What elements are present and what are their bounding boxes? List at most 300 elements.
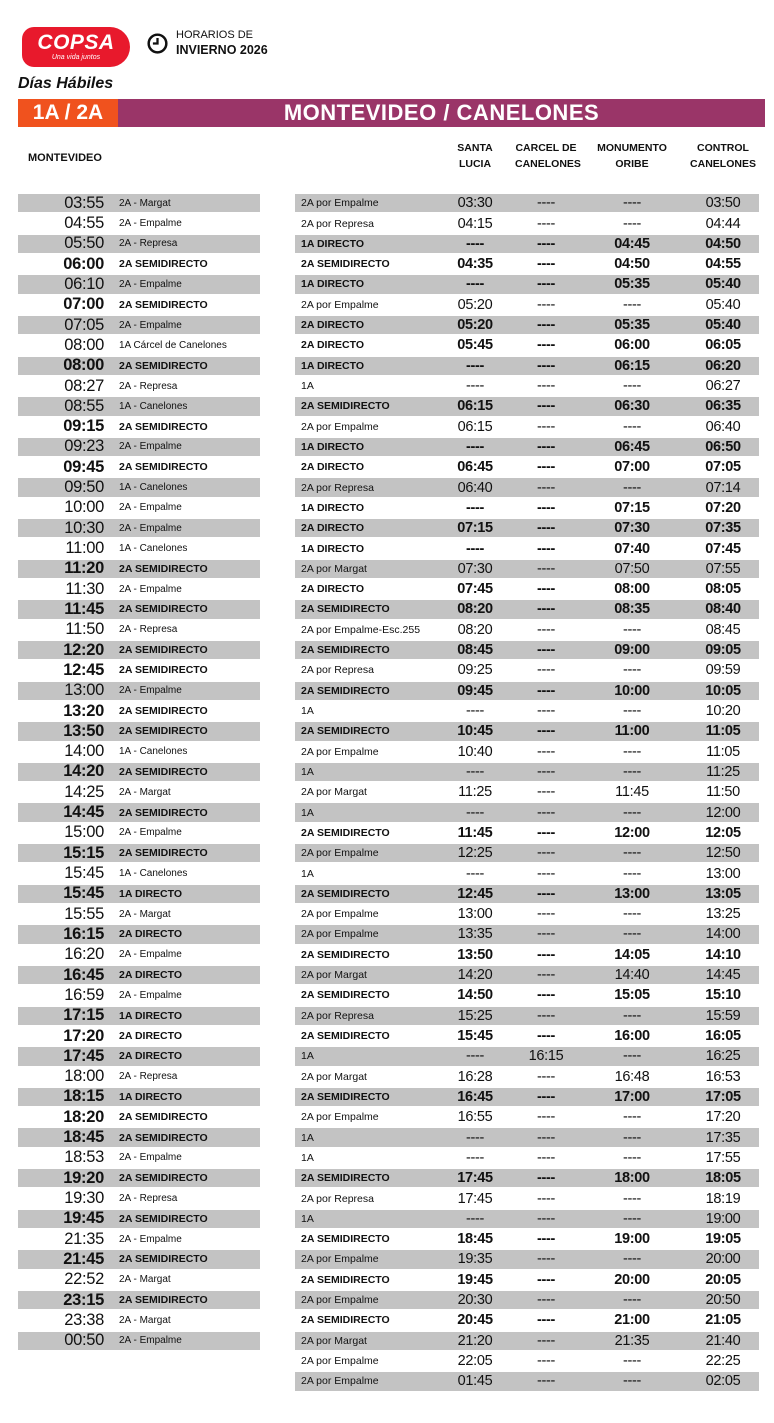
departure-time: 03:55 [64, 193, 104, 212]
arrival-route-label: 2A SEMIDIRECTO [301, 948, 390, 961]
control-time: 15:10 [705, 987, 741, 1004]
departure-row [18, 235, 260, 253]
departure-time: 14:00 [64, 742, 104, 761]
departure-row [18, 296, 260, 314]
departure-route-label: 2A SEMIDIRECTO [119, 705, 208, 717]
carcel-time: ---- [536, 438, 556, 455]
departure-route-label: 2A - Margat [119, 908, 171, 920]
departure-row [18, 417, 260, 435]
departure-time: 09:23 [64, 437, 104, 456]
departure-route-label: 2A - Empalme [119, 502, 182, 514]
carcel-time: ---- [536, 398, 556, 415]
monumento-time: 04:45 [614, 235, 650, 252]
arrival-row [295, 824, 759, 842]
santa-lucia-time: 13:00 [457, 906, 493, 923]
column-header-monumento: MONUMENTO ORIBE [597, 142, 667, 170]
control-time: 10:20 [705, 703, 741, 719]
departure-time: 21:35 [64, 1229, 104, 1248]
departure-row [18, 682, 260, 700]
arrival-row [295, 1169, 759, 1187]
departure-row [18, 722, 260, 740]
arrival-route-label: 2A por Empalme [301, 908, 379, 921]
departure-row [18, 336, 260, 354]
santa-lucia-time: ---- [465, 499, 485, 516]
santa-lucia-time: 05:20 [457, 296, 493, 313]
departure-time: 15:15 [63, 843, 104, 862]
control-time: 13:00 [705, 865, 741, 882]
santa-lucia-time: 13:50 [457, 946, 493, 963]
departure-row [18, 438, 260, 456]
arrival-route-label: 2A DIRECTO [301, 319, 365, 332]
monumento-time: ---- [622, 1373, 642, 1390]
departure-route-label: 2A DIRECTO [119, 969, 183, 982]
monumento-time: 20:00 [614, 1271, 650, 1288]
arrival-route-label: 2A por Margat [301, 1334, 367, 1347]
carcel-time: ---- [536, 256, 556, 273]
arrival-route-label: 2A SEMIDIRECTO [301, 684, 390, 697]
arrival-route-label: 2A por Empalme [301, 1355, 379, 1367]
departure-route-label: 2A SEMIDIRECTO [119, 765, 208, 778]
copsa-logo [22, 27, 130, 67]
departure-row [18, 905, 260, 923]
arrival-row [295, 905, 759, 923]
monumento-time: ---- [622, 1292, 642, 1309]
arrival-route-label: 1A [301, 380, 314, 392]
departure-row [18, 641, 260, 659]
carcel-time: ---- [536, 621, 556, 638]
arrival-route-label: 1A [301, 867, 314, 880]
departure-route-label: 2A DIRECTO [119, 928, 183, 941]
arrival-route-label: 2A por Represa [301, 217, 374, 230]
carcel-time: ---- [536, 662, 556, 679]
departure-time: 13:50 [63, 721, 104, 740]
control-time: 16:05 [705, 1028, 741, 1044]
arrival-row [295, 1108, 759, 1126]
departure-time: 11:20 [64, 559, 104, 578]
departure-time: 15:55 [64, 904, 104, 923]
monumento-time: ---- [622, 926, 642, 943]
santa-lucia-time: ---- [465, 357, 485, 374]
departure-route-label: 2A - Margat [119, 786, 171, 798]
departure-time: 08:00 [64, 335, 104, 354]
arrival-row [295, 235, 759, 253]
departure-time: 22:52 [64, 1270, 104, 1289]
arrival-row [295, 682, 759, 700]
clock-icon [146, 32, 169, 55]
santa-lucia-time: ---- [465, 1048, 485, 1065]
carcel-time: ---- [536, 845, 556, 862]
arrival-row [295, 397, 759, 415]
arrival-route-label: 1A DIRECTO [301, 278, 365, 291]
carcel-time: ---- [536, 1312, 556, 1329]
departure-row [18, 499, 260, 517]
arrival-row [295, 641, 759, 659]
arrival-row [295, 844, 759, 862]
santa-lucia-time: 06:45 [457, 459, 493, 476]
monumento-time: ---- [622, 1129, 642, 1146]
carcel-time: ---- [536, 723, 556, 740]
departure-route-label: 1A - Canelones [119, 400, 188, 412]
arrival-route-label: 2A por Empalme [301, 745, 379, 758]
departure-row [18, 824, 260, 842]
carcel-time: ---- [536, 418, 556, 435]
carcel-time: ---- [536, 906, 556, 923]
departure-row [18, 1230, 260, 1248]
arrival-route-label: 2A SEMIDIRECTO [301, 1172, 390, 1185]
arrival-row [295, 803, 759, 821]
santa-lucia-time: ---- [465, 1149, 485, 1166]
departure-row [18, 1128, 260, 1146]
arrival-route-label: 2A DIRECTO [301, 522, 365, 535]
arrival-row [295, 1271, 759, 1289]
arrival-route-label: 2A DIRECTO [301, 583, 365, 596]
carcel-time: ---- [536, 926, 556, 943]
santa-lucia-time: 16:28 [457, 1068, 493, 1085]
santa-lucia-time: 19:35 [457, 1251, 493, 1268]
arrival-row [295, 458, 759, 476]
monumento-time: ---- [622, 378, 642, 394]
arrival-route-label: 2A por Margat [301, 969, 367, 982]
carcel-time: ---- [536, 540, 556, 557]
carcel-time: ---- [536, 784, 556, 801]
control-time: 16:53 [705, 1068, 741, 1085]
stop-column-headers [295, 141, 759, 173]
monumento-time: 06:30 [614, 398, 650, 415]
santa-lucia-time: 09:45 [457, 682, 493, 699]
monumento-time: ---- [622, 1190, 642, 1207]
departure-row [18, 661, 260, 679]
santa-lucia-time: 15:45 [457, 1028, 493, 1044]
arrival-route-label: 2A por Margat [301, 786, 367, 799]
arrival-route-label: 1A DIRECTO [301, 542, 365, 555]
arrival-route-label: 2A SEMIDIRECTO [301, 826, 390, 839]
arrival-route-label: 2A por Empalme [301, 298, 379, 311]
route-badge: 1A / 2A [18, 99, 118, 127]
control-time: 06:27 [705, 378, 741, 394]
departure-row [18, 600, 260, 618]
monumento-time: 07:15 [614, 499, 650, 516]
departure-row [18, 702, 260, 720]
control-time: 06:20 [705, 357, 741, 374]
control-time: 17:20 [705, 1109, 741, 1126]
monumento-time: 06:15 [614, 357, 650, 374]
departure-time: 09:15 [63, 417, 104, 436]
departure-route-label: 1A DIRECTO [119, 887, 183, 900]
arrival-row [295, 925, 759, 943]
departure-route-label: 2A SEMIDIRECTO [119, 461, 208, 474]
control-time: 06:50 [705, 438, 741, 455]
monumento-time: 14:40 [614, 967, 650, 984]
arrival-route-label: 2A por Empalme [301, 1111, 379, 1124]
control-time: 12:05 [705, 824, 741, 841]
santa-lucia-time: 14:50 [457, 987, 493, 1004]
arrival-row [295, 194, 759, 212]
control-time: 02:05 [705, 1373, 741, 1390]
departure-time: 15:00 [64, 823, 104, 842]
departure-route-label: 2A SEMIDIRECTO [119, 1212, 208, 1225]
arrival-row [295, 600, 759, 618]
arrival-route-label: 2A por Empalme-Esc.255 [301, 623, 421, 636]
departure-row [18, 844, 260, 862]
departure-row [18, 885, 260, 903]
control-time: 04:50 [705, 235, 741, 252]
control-time: 16:25 [705, 1048, 741, 1065]
arrival-row [295, 986, 759, 1004]
monumento-time: ---- [622, 479, 642, 496]
departure-time: 11:50 [65, 620, 104, 639]
carcel-time: ---- [536, 1251, 556, 1268]
santa-lucia-time: ---- [465, 1210, 485, 1227]
logo-tagline: Una vida juntos [51, 54, 101, 61]
departure-row [18, 539, 260, 557]
carcel-time: ---- [536, 743, 556, 760]
banner-title: MONTEVIDEO / CANELONES [118, 99, 765, 127]
control-time: 21:05 [705, 1312, 741, 1329]
santa-lucia-time: ---- [465, 438, 485, 455]
departure-route-label: 2A - Margat [119, 197, 171, 209]
monumento-time: 08:00 [614, 581, 650, 598]
arrival-row [295, 661, 759, 679]
departure-route-label: 2A DIRECTO [119, 1030, 183, 1042]
monumento-time: ---- [622, 1210, 642, 1227]
santa-lucia-time: 10:40 [457, 743, 493, 760]
monumento-time: ---- [622, 662, 642, 679]
santa-lucia-time: 11:25 [458, 784, 492, 801]
carcel-time: ---- [536, 1373, 556, 1390]
control-time: 10:05 [705, 682, 741, 699]
departure-route-label: 2A - Empalme [119, 949, 182, 961]
departure-route-label: 2A SEMIDIRECTO [119, 562, 208, 575]
santa-lucia-time: 05:45 [457, 337, 493, 354]
departure-time: 19:30 [64, 1189, 104, 1208]
arrival-route-label: 2A SEMIDIRECTO [301, 1314, 390, 1327]
departure-row [18, 742, 260, 760]
control-time: 08:40 [705, 601, 741, 618]
santa-lucia-time: 09:25 [457, 662, 493, 679]
departure-time: 11:45 [64, 599, 104, 618]
monumento-time: ---- [622, 906, 642, 923]
departure-time: 15:45 [63, 884, 104, 903]
departure-route-label: 2A SEMIDIRECTO [119, 1294, 208, 1307]
arrival-route-label: 2A por Represa [301, 1192, 374, 1205]
carcel-time: ---- [536, 195, 556, 212]
monumento-time: 05:35 [614, 276, 650, 293]
departure-row [18, 1108, 260, 1126]
logo-name: COPSA [37, 31, 115, 54]
arrival-route-label: 1A DIRECTO [301, 440, 365, 453]
control-time: 14:45 [705, 967, 741, 984]
departure-route-label: 2A SEMIDIRECTO [119, 1131, 208, 1144]
control-time: 09:59 [705, 662, 741, 679]
control-time: 08:45 [705, 621, 741, 638]
monumento-time: 06:45 [614, 438, 650, 455]
departure-route-label: 2A - Empalme [119, 583, 182, 595]
control-time: 14:00 [705, 926, 741, 943]
departure-time: 17:15 [63, 1006, 104, 1025]
monumento-time: 08:35 [614, 601, 650, 618]
arrival-row [295, 1250, 759, 1268]
carcel-time: 16:15 [528, 1048, 564, 1065]
santa-lucia-time: 19:45 [457, 1271, 493, 1288]
control-time: 11:05 [705, 723, 741, 740]
arrival-row [295, 1067, 759, 1085]
control-time: 11:25 [706, 763, 740, 780]
arrival-row [295, 885, 759, 903]
control-time: 21:40 [705, 1332, 741, 1349]
departure-row [18, 1271, 260, 1289]
departure-route-label: 2A SEMIDIRECTO [119, 806, 208, 819]
departure-route-label: 2A - Empalme [119, 1152, 182, 1164]
santa-lucia-time: ---- [465, 235, 485, 252]
departure-time: 23:15 [63, 1290, 104, 1309]
carcel-time: ---- [536, 601, 556, 618]
arrival-row [295, 864, 759, 882]
arrival-route-label: 2A por Represa [301, 481, 374, 494]
monumento-time: ---- [622, 195, 642, 212]
arrival-route-label: 1A [301, 765, 314, 778]
season-line2: INVIERNO 2026 [176, 42, 268, 57]
monumento-time: ---- [622, 215, 642, 232]
carcel-time: ---- [536, 885, 556, 902]
arrival-route-label: 1A [301, 1131, 314, 1144]
arrival-route-label: 2A SEMIDIRECTO [301, 258, 390, 271]
arrival-row [295, 722, 759, 740]
arrival-route-label: 2A DIRECTO [301, 339, 365, 352]
monumento-time: 21:00 [614, 1312, 650, 1329]
arrival-route-label: 2A por Empalme [301, 197, 379, 210]
carcel-time: ---- [536, 1007, 556, 1024]
control-time: 05:40 [705, 296, 741, 313]
carcel-time: ---- [536, 1353, 556, 1369]
arrival-route-label: 1A [301, 705, 314, 717]
carcel-time: ---- [536, 317, 556, 334]
arrival-row [295, 1007, 759, 1025]
departure-route-label: 1A - Canelones [119, 746, 188, 758]
control-time: 13:25 [705, 906, 741, 923]
departure-time: 23:38 [64, 1310, 104, 1329]
carcel-time: ---- [536, 459, 556, 476]
departure-time: 19:20 [63, 1168, 104, 1187]
departure-route-label: 2A - Represa [119, 1071, 178, 1083]
departure-row [18, 803, 260, 821]
santa-lucia-time: 08:45 [457, 642, 493, 659]
departure-time: 13:00 [64, 681, 104, 700]
arrival-route-label: 2A por Empalme [301, 1375, 379, 1388]
departure-row [18, 1149, 260, 1167]
carcel-time: ---- [536, 1210, 556, 1227]
monumento-time: ---- [622, 296, 642, 313]
departure-route-label: 1A DIRECTO [119, 1090, 183, 1103]
arrival-route-label: 2A DIRECTO [301, 461, 365, 474]
arrival-row [295, 560, 759, 578]
departure-route-label: 2A SEMIDIRECTO [119, 725, 208, 738]
control-time: 11:50 [706, 784, 740, 801]
departure-row [18, 1291, 260, 1309]
departure-route-label: 1A DIRECTO [119, 1009, 183, 1022]
carcel-time: ---- [536, 1109, 556, 1126]
departure-time: 17:20 [63, 1026, 104, 1045]
carcel-time: ---- [536, 1068, 556, 1085]
departure-time: 07:00 [63, 295, 104, 314]
departure-time: 08:27 [64, 376, 104, 395]
departure-route-label: 1A - Canelones [119, 868, 188, 879]
control-time: 17:55 [705, 1149, 741, 1166]
santa-lucia-time: 16:45 [457, 1088, 493, 1105]
santa-lucia-time: 06:40 [457, 479, 493, 496]
control-time: 19:00 [705, 1210, 741, 1227]
santa-lucia-time: 20:30 [457, 1292, 493, 1309]
departure-row [18, 275, 260, 293]
santa-lucia-time: 13:35 [457, 926, 493, 943]
arrival-route-label: 2A SEMIDIRECTO [301, 603, 390, 616]
departure-route-label: 2A SEMIDIRECTO [119, 603, 208, 616]
arrival-route-label: 1A [301, 806, 314, 819]
arrival-row [295, 539, 759, 557]
arrival-row [295, 275, 759, 293]
arrival-row [295, 336, 759, 354]
control-time: 14:10 [705, 946, 741, 963]
carcel-time: ---- [536, 581, 556, 598]
departure-time: 04:55 [64, 214, 104, 233]
control-time: 18:19 [705, 1190, 741, 1207]
departure-route-label: 2A - Empalme [119, 319, 182, 331]
control-time: 07:45 [705, 540, 741, 557]
departure-row [18, 478, 260, 496]
departure-route-label: 1A - Canelones [119, 482, 188, 494]
monumento-time: 12:00 [614, 824, 650, 841]
arrival-route-label: 2A por Empalme [301, 1253, 379, 1266]
santa-lucia-time: ---- [465, 276, 485, 293]
arrivals-table [295, 194, 759, 1392]
route-banner [18, 99, 765, 127]
santa-lucia-time: ---- [465, 540, 485, 557]
departure-time: 11:30 [65, 579, 104, 598]
carcel-time: ---- [536, 1129, 556, 1146]
carcel-time: ---- [536, 865, 556, 882]
santa-lucia-time: 12:45 [457, 885, 493, 902]
carcel-time: ---- [536, 479, 556, 496]
departure-row [18, 255, 260, 273]
carcel-time: ---- [536, 1292, 556, 1309]
monumento-time: ---- [622, 804, 642, 821]
control-time: 06:05 [705, 337, 741, 354]
arrival-row [295, 1088, 759, 1106]
santa-lucia-time: 04:35 [457, 256, 493, 273]
control-time: 05:40 [705, 276, 741, 293]
santa-lucia-time: ---- [465, 763, 485, 780]
monumento-time: ---- [622, 621, 642, 638]
departure-time: 08:55 [64, 396, 104, 415]
control-time: 06:35 [705, 398, 741, 415]
departure-row [18, 1332, 260, 1350]
arrival-route-label: 1A DIRECTO [301, 237, 365, 250]
santa-lucia-time: ---- [465, 378, 485, 394]
arrival-route-label: 2A SEMIDIRECTO [301, 1233, 390, 1246]
departure-row [18, 1169, 260, 1187]
carcel-time: ---- [536, 520, 556, 537]
arrival-row [295, 296, 759, 314]
santa-lucia-time: 11:45 [457, 824, 493, 841]
departure-route-label: 2A - Empalme [119, 827, 182, 839]
departure-row [18, 621, 260, 639]
monumento-time: 06:00 [614, 337, 650, 354]
departure-row [18, 560, 260, 578]
departure-time: 14:45 [63, 803, 104, 822]
departure-row [18, 357, 260, 375]
arrival-row [295, 763, 759, 781]
departure-row [18, 763, 260, 781]
carcel-time: ---- [536, 357, 556, 374]
